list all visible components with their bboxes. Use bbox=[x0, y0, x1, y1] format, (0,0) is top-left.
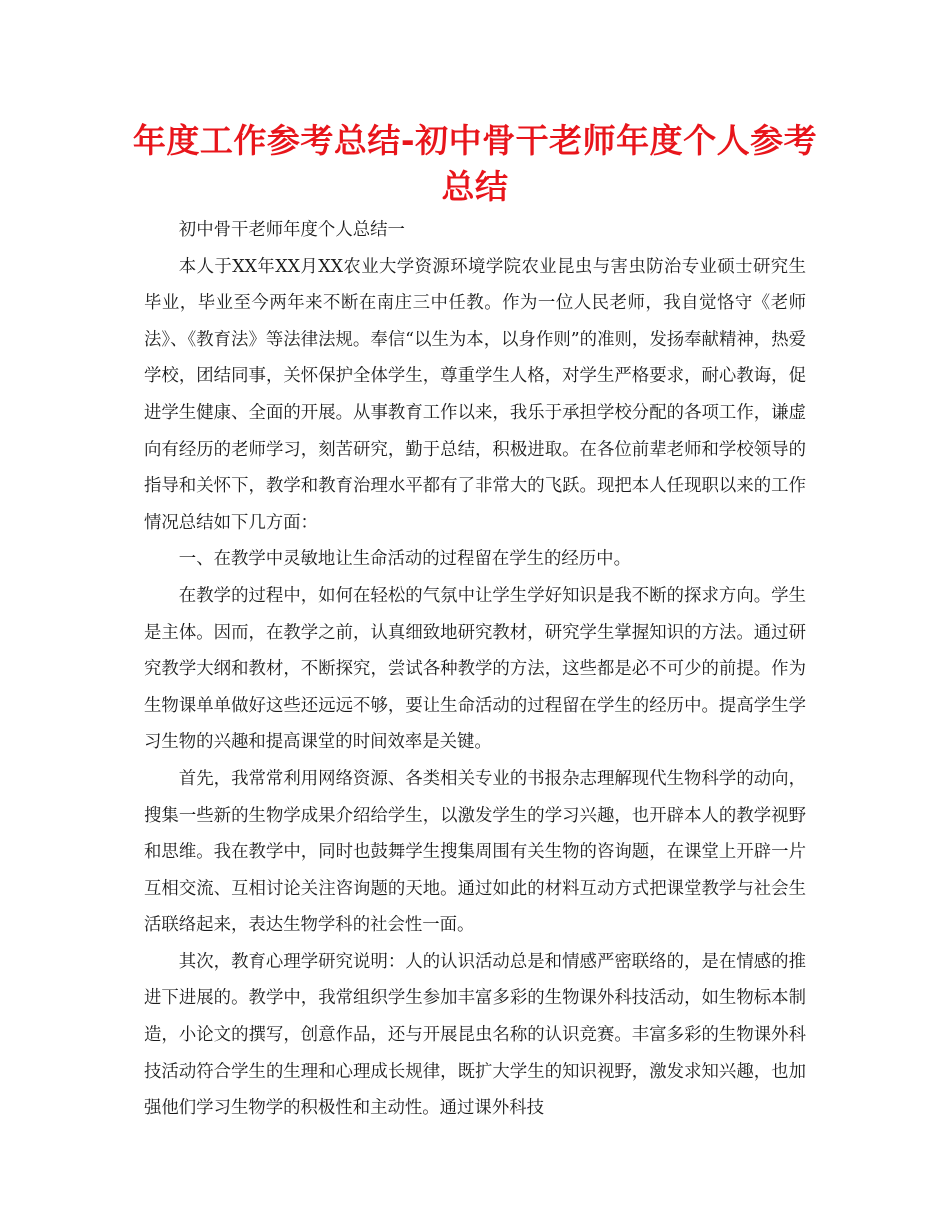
document-body bbox=[144, 212, 806, 1127]
document-title: 年度工作参考总结-初中骨干老师年度个人参考总结 bbox=[132, 121, 818, 206]
paragraph-point-one-heading: 一、在教学中灵敏地让生命活动的过程留在学生的经历中。 bbox=[178, 549, 631, 570]
paragraph-second: 其次，教育心理学研究说明：人的认识活动总是和情感严密联络的，是在情感的推进下进展的。教学中，我常组织学生参加丰富多彩的生物课外科技活动，如生物标本制造，小论文的撰写，创意作品，还与开展昆虫名称的认识竞赛。丰富多彩的生物课外科技活动符合学生的生理和心理成长规律，既扩大学生的知识视野，激发求知兴趣，也加强他们学习生物学的积极性和主动性。通过课外科技 bbox=[144, 951, 806, 1119]
paragraph-first: 首先，我常常利用网络资源、各类相关专业的书报杂志理解现代生物科学的动向，搜集一些新的生物学成果介绍给学生，以激发学生的学习兴趣，也开辟本人的教学视野和思维。我在教学中，同时也鼓舞学生搜集周围有关生物的咨询题，在课堂上开辟一片互相交流、互相讨论关注咨询题的天地。通过如此的材料互动方式把课堂教学与社会生活联络起来，表达生物学科的社会性一面。 bbox=[144, 768, 806, 936]
paragraph-introduction: 本人于XX年XX月XX农业大学资源环境学院农业昆虫与害虫防治专业硕士研究生毕业，毕业至今两年来不断在南庄三中任教。作为一位人民老师，我自觉恪守《老师法》、《教育法》等法律法规。奉信“以生为本，以身作则”的准则，发扬奉献精神，热爱学校，团结同事，关怀保护全体学生，尊重学生人格，对学生严格要求，耐心教诲，促进学生健康、全面的开展。从事教育工作以来，我乐于承担学校分配的各项工作，谦虚向有经历的老师学习，刻苦研究，勤于总结，积极进取。在各位前辈老师和学校领导的指导和关怀下，教学和教育治理水平都有了非常大的飞跃。现把本人任现职以来的工作情况总结如下几方面： bbox=[144, 256, 806, 533]
paragraph-teaching-process: 在教学的过程中，如何在轻松的气氛中让学生学好知识是我不断的探求方向。学生是主体。因而，在教学之前，认真细致地研究教材，研究学生掌握知识的方法。通过研究教学大纲和教材，不断探究，尝试各种教学的方法，这些都是必不可少的前提。作为生物课单单做好这些还远远不够，要让生命活动的过程留在学生的经历中。提高学生学习生物的兴趣和提高课堂的时间效率是关键。 bbox=[144, 585, 806, 753]
paragraph-section-heading: 初中骨干老师年度个人总结一 bbox=[178, 220, 405, 240]
